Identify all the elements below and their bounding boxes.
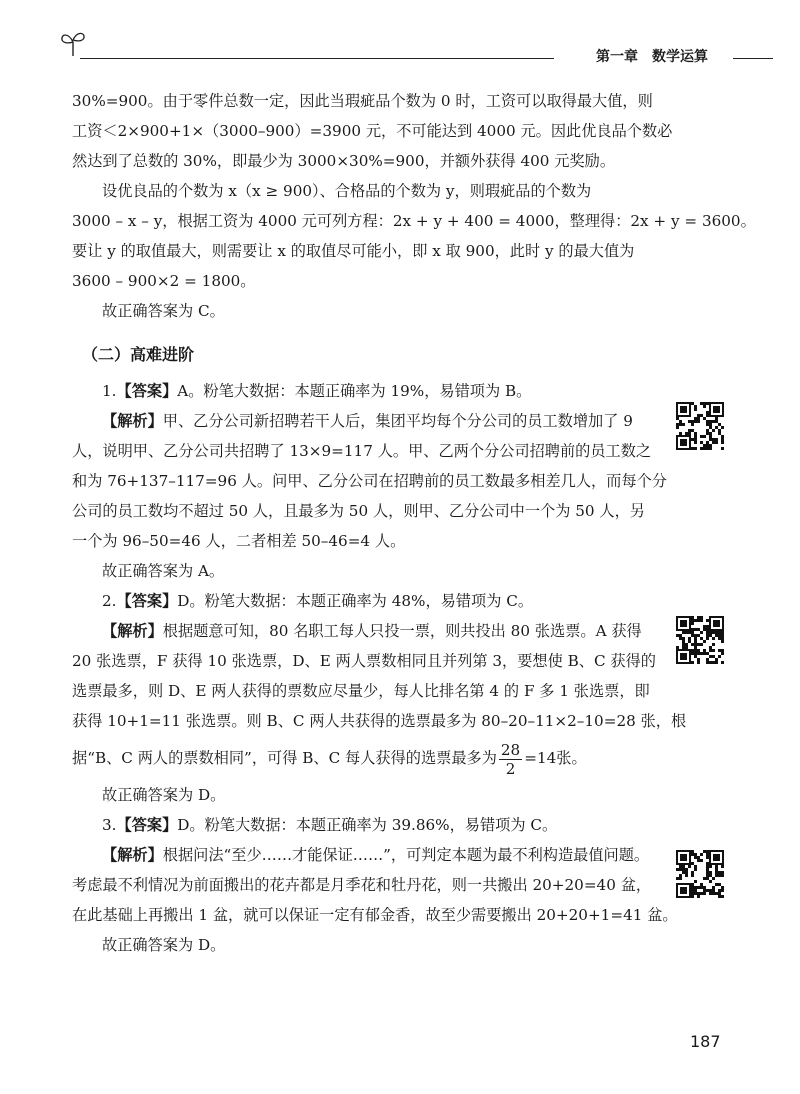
text-line: 要让 y 的取值最大，则需要让 x 的取值尽可能小，即 x 取 900，此时 y 的最大值为	[72, 242, 635, 260]
text-line: 一个为 96–50=46 人，二者相差 50–46=4 人。	[72, 532, 406, 550]
answer-label: 【答案】	[116, 382, 178, 400]
page-header	[58, 28, 770, 68]
text-before-fraction: 据“B、C 两人的票数相同”，可得 B、C 每人获得的选票最多为	[72, 749, 497, 767]
text-line: 设优良品的个数为 x（x ≥ 900）、合格品的个数为 y，则瑕疵品的个数为	[102, 182, 592, 200]
section-title: （二）高难进阶	[82, 345, 195, 364]
text-line: 选票最多，则 D、E 两人获得的票数应尽量少，每人比排名第 4 的 F 多 1 张选票，即	[72, 682, 650, 700]
answer-number: 3.	[102, 816, 117, 834]
fraction-denominator: 2	[505, 759, 516, 778]
text-line: 然达到了总数的 30%，即最少为 3000×30%=900，并额外获得 400 元奖励。	[72, 152, 616, 170]
sprout-icon	[58, 28, 88, 58]
conclusion: 故正确答案为 D。	[102, 936, 226, 954]
analysis-line	[72, 406, 672, 436]
analysis-label: 【解析】	[102, 412, 163, 430]
analysis-text: 根据题意可知，80 名职工每人只投一票，则共投出 80 张选票。A 获得	[162, 622, 642, 640]
fraction-line	[72, 736, 672, 780]
chapter-label: 第一章 数学运算	[596, 49, 708, 65]
page-number: 187	[690, 1032, 721, 1051]
answer-line	[72, 810, 672, 840]
text-line: 在此基础上再搬出 1 盆，就可以保证一定有郁金香，故至少需要搬出 20+20+1=41 盆。	[72, 906, 678, 924]
text-line: 3000 – x – y，根据工资为 4000 元可列方程：2x + y + 400 = 4000，整理得：2x + y = 3600。	[72, 212, 756, 230]
conclusion: 故正确答案为 A。	[102, 562, 225, 580]
answer-label: 【答案】	[116, 816, 178, 834]
answer-line	[72, 586, 672, 616]
fraction-numerator: 28	[500, 740, 521, 759]
text-line: 和为 76+137–117=96 人。问甲、乙分公司在招聘前的员工数最多相差几人，而每个分	[72, 472, 667, 490]
answer-label: 【答案】	[116, 592, 178, 610]
qr-code-icon[interactable]	[676, 616, 724, 664]
text-line: 获得 10+1=11 张选票。则 B、C 两人共获得的选票最多为 80–20–11×2–10=28 张，根	[72, 712, 687, 730]
text-line: 公司的员工数均不超过 50 人，且最多为 50 人，则甲、乙分公司中一个为 50 人，另	[72, 502, 645, 520]
fraction	[499, 741, 522, 778]
analysis-line	[72, 616, 672, 646]
text-line: 20 张选票，F 获得 10 张选票，D、E 两人票数相同且并列第 3，要想使 B、C 获得的	[72, 652, 656, 670]
header-rule	[80, 58, 554, 59]
header-rule-right	[733, 58, 773, 59]
qr-code-icon[interactable]	[676, 402, 724, 450]
answer-number: 1.	[102, 382, 117, 400]
analysis-label: 【解析】	[102, 846, 163, 864]
text-line: 3600 – 900×2 = 1800。	[72, 272, 256, 290]
analysis-line	[72, 840, 672, 870]
answer-text: D。粉笔大数据：本题正确率为 48%，易错项为 C。	[177, 592, 534, 610]
analysis-text: 根据问法“至少……才能保证……”，可判定本题为最不利构造最值问题。	[162, 846, 650, 864]
page-content	[72, 86, 756, 960]
analysis-text: 甲、乙分公司新招聘若干人后，集团平均每个分公司的员工数增加了 9	[162, 412, 633, 430]
answer-text: A。粉笔大数据：本题正确率为 19%，易错项为 B。	[177, 382, 532, 400]
answer-number: 2.	[102, 592, 117, 610]
answer-line	[72, 376, 672, 406]
text-after-fraction: =14张。	[524, 749, 587, 767]
qr-code-icon[interactable]	[676, 850, 724, 898]
conclusion: 故正确答案为 D。	[102, 786, 226, 804]
analysis-label: 【解析】	[102, 622, 163, 640]
text-line: 30%=900。由于零件总数一定，因此当瑕疵品个数为 0 时，工资可以取得最大值，则	[72, 92, 653, 110]
conclusion: 故正确答案为 C。	[102, 302, 225, 320]
text-line: 人，说明甲、乙分公司共招聘了 13×9=117 人。甲、乙两个分公司招聘前的员工数之	[72, 442, 652, 460]
text-line: 工资＜2×900+1×（3000–900）=3900 元，不可能达到 4000 元。因此优良品个数必	[72, 122, 673, 140]
text-line: 考虑最不利情况为前面搬出的花卉都是月季花和牡丹花，则一共搬出 20+20=40 盆，	[72, 876, 652, 894]
answer-text: D。粉笔大数据：本题正确率为 39.86%，易错项为 C。	[177, 816, 558, 834]
